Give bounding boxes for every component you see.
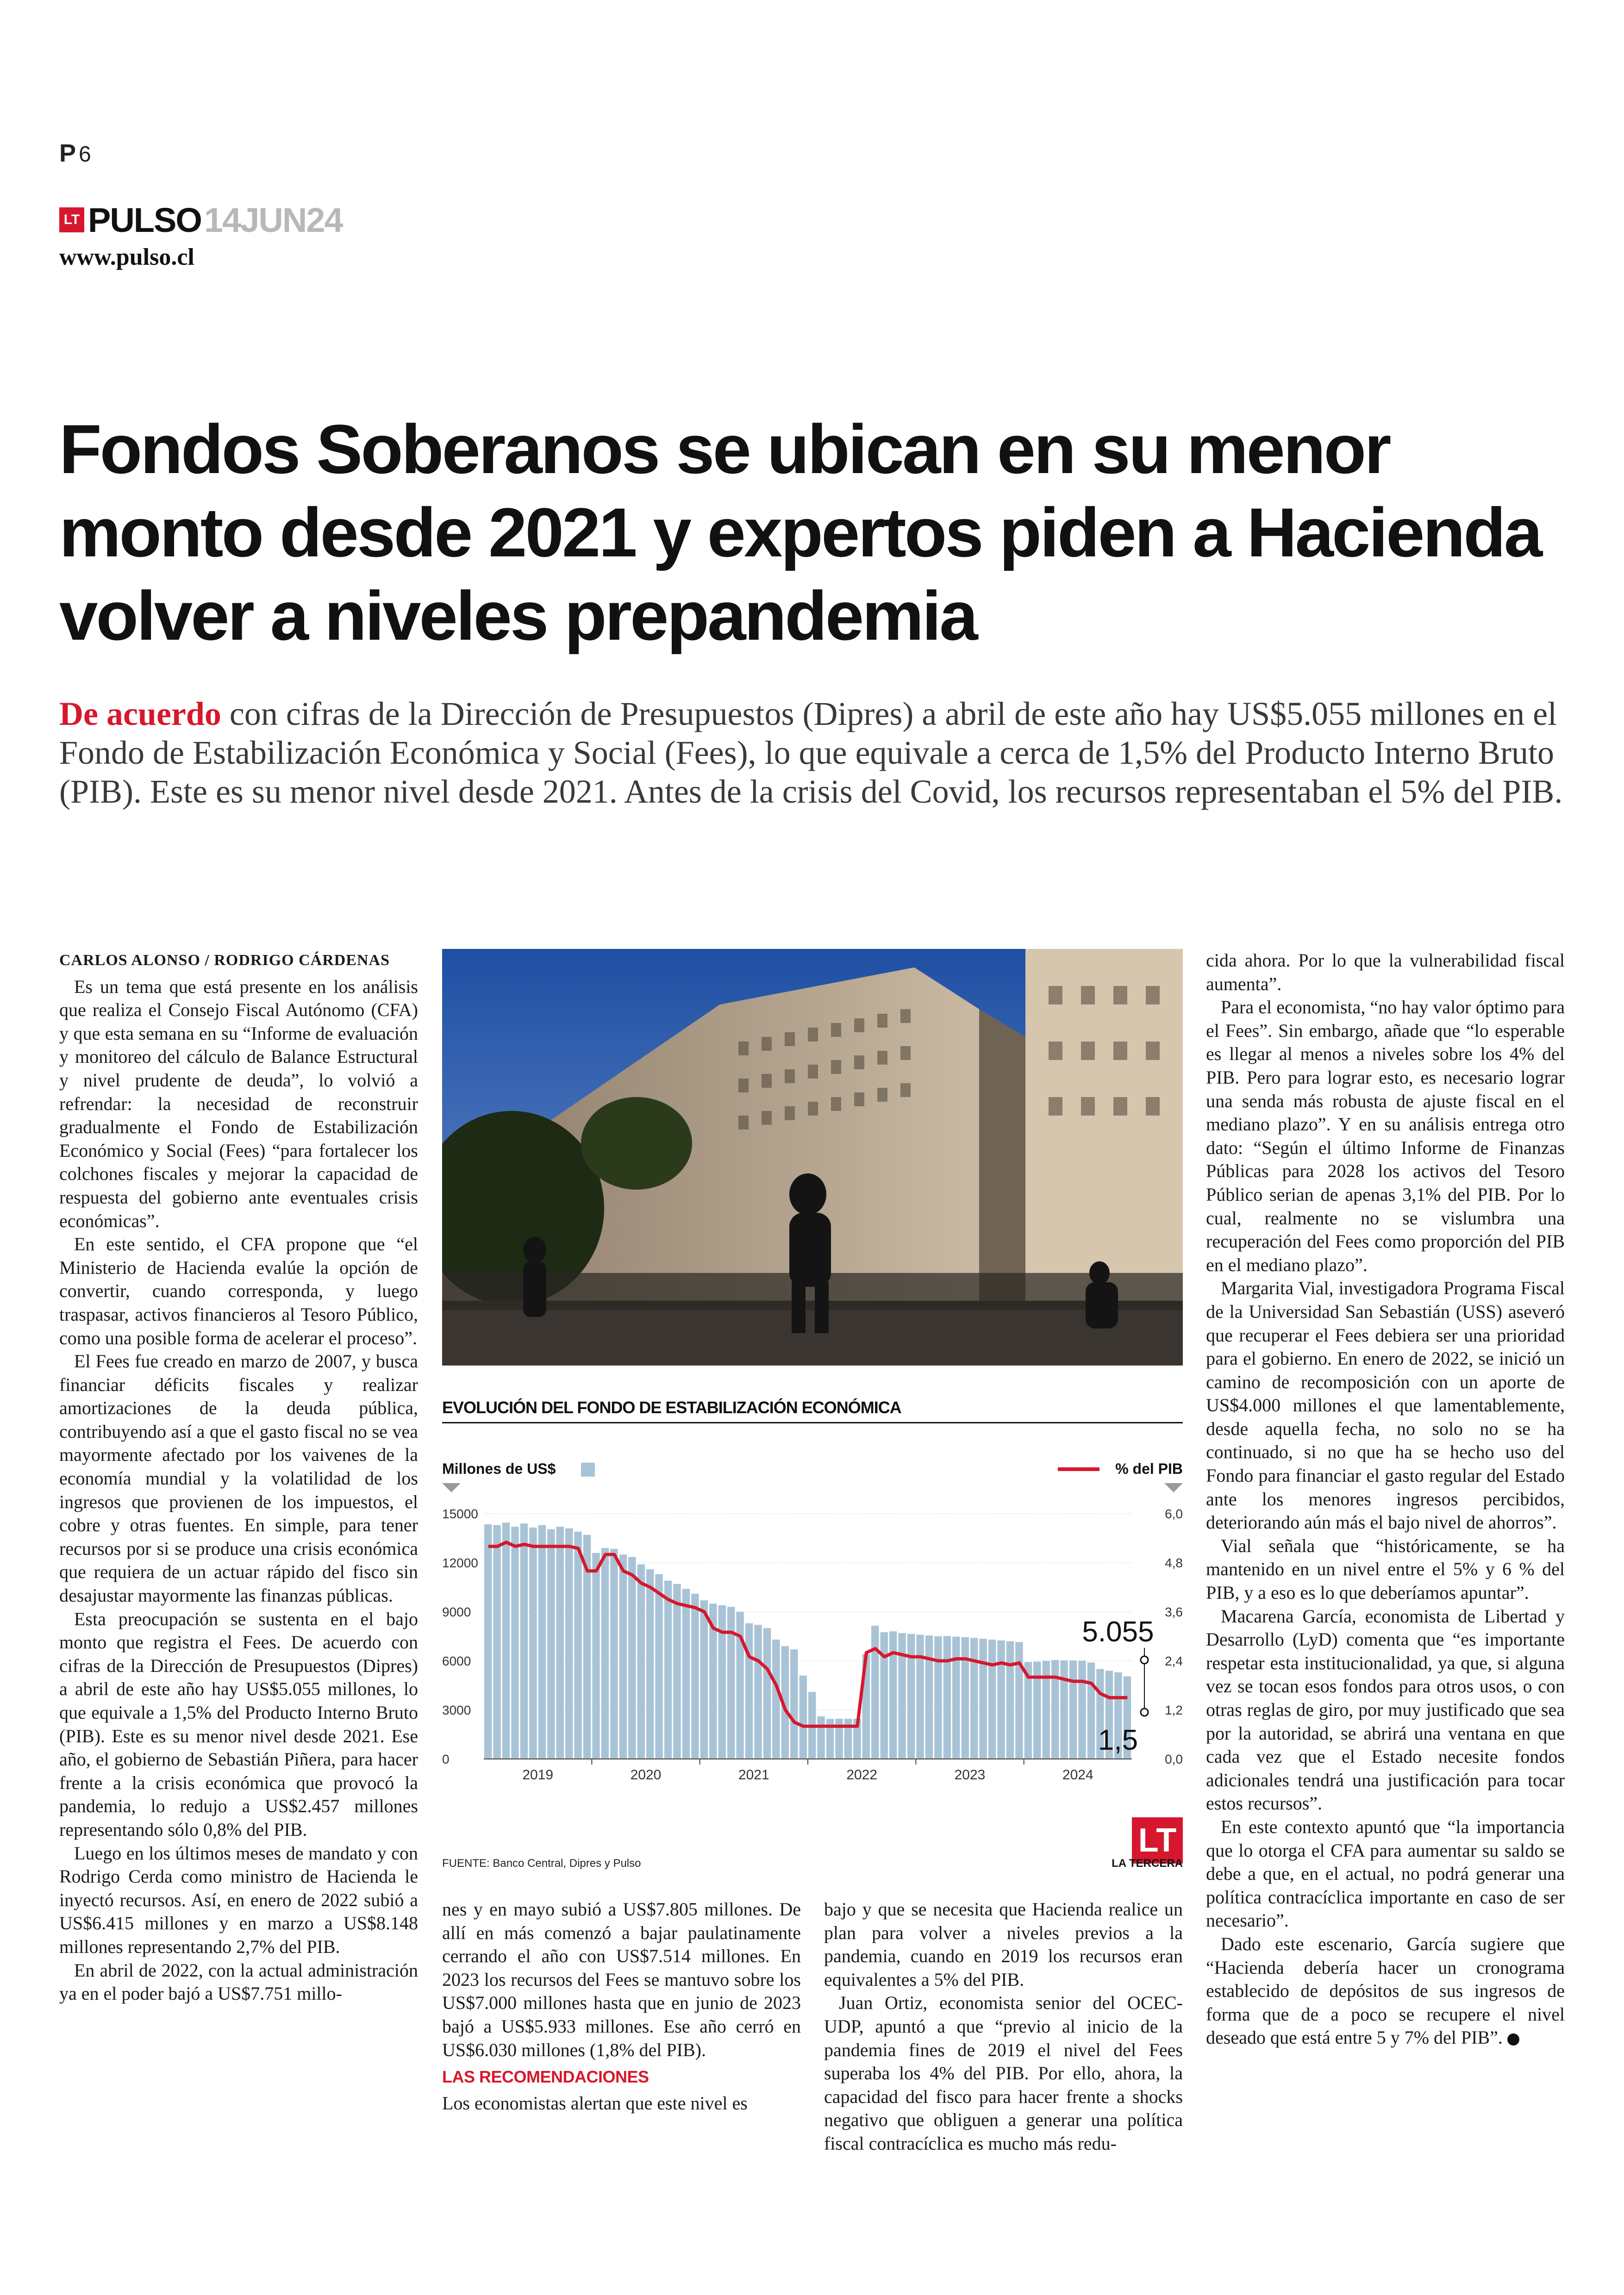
chart-bar (1078, 1661, 1086, 1759)
left-tick-label: 15000 (442, 1507, 478, 1521)
chart-bar (979, 1639, 987, 1759)
chart-bar (943, 1636, 951, 1759)
masthead (59, 200, 343, 240)
chart-bar (1087, 1663, 1095, 1759)
annotation-latest-pct: 1,5 (1098, 1724, 1138, 1756)
paragraph: Luego en los últimos meses de mandato y con Rodrigo Cerda como ministro de Hacienda le inyectó recursos. Así, en enero de 2022 subió a US$6.415 millones y en marzo a US$8.148 millones representando 2,7% del PIB. (59, 1842, 418, 1957)
chart-bar (1006, 1641, 1014, 1759)
right-tick-label: 1,2 (1165, 1703, 1183, 1717)
chart-bar (800, 1676, 807, 1759)
chart-bar (574, 1532, 581, 1759)
chart-bar (619, 1554, 627, 1759)
paragraph: Los economistas alertan que este nivel es (442, 2092, 748, 2114)
chart-bar (538, 1525, 546, 1759)
la-tercera-logo: LT (1132, 1817, 1183, 1864)
x-tick-label: 2020 (630, 1767, 662, 1783)
annotation-line-dot (1141, 1709, 1148, 1716)
x-tick-label: 2019 (522, 1767, 554, 1783)
chart-bar (511, 1527, 518, 1759)
chart-bar (871, 1626, 879, 1759)
chart-bar (988, 1640, 996, 1759)
lede-lead-word: De acuerdo (59, 695, 221, 732)
chart-bar (565, 1528, 573, 1759)
headline: Fondos Soberanos se ubican en su menor monto desde 2021 y expertos piden a Hacienda volver a niveles prepandemia (59, 410, 1541, 655)
chart-plot (442, 1435, 1183, 1852)
paragraph: Macarena García, economista de Libertad y Desarrollo (LyD) comenta que “es importante respetar esta institucionalidad, ya que, si alguna vez se tocan esos fondos para otros usos, o con otras reglas de giro, por muy justificado que sea por la autoridad, se abrirá una ventana en que cada vez que el Estado necesite fondos adicionales tendrá una justificación para tocar estos recursos”. (1206, 1605, 1565, 1814)
right-tick-label: 6,0 (1165, 1507, 1183, 1521)
left-axis-label: Millones de US$ (442, 1460, 556, 1477)
chart-bar (916, 1635, 924, 1759)
paragraph: Para el economista, “no hay valor óptimo para el Fees”. Sin embargo, añade que “lo esperable es llegar al menos a niveles sobre los 4% del PIB. Pero para lograr esto, es necesario lograr una senda más robusta de ajuste fiscal en el mediano plazo”. Y en su análisis entrega otro dato: “Según el último Informe de Finanzas Públicas para 2028 los activos del Tesoro Público serian de apenas 3,1% del PIB. Por lo cual, realmente no se vislumbra una recuperación del Fees como proporción del PIB en el mediano plazo”. (1206, 997, 1565, 1275)
annotation-bar-dot (1141, 1656, 1148, 1664)
page-number-value: 6 (79, 142, 91, 167)
chart-bar (817, 1716, 824, 1759)
chart-bar (934, 1636, 942, 1759)
chart-source: FUENTE: Banco Central, Dipres y Pulso (442, 1857, 641, 1870)
byline: CARLOS ALONSO / RODRIGO CÁRDENAS (59, 952, 390, 969)
left-tick-label: 9000 (442, 1605, 471, 1619)
paragraph: En este contexto apuntó que “la importancia que lo otorga el CFA para aumentar su saldo se debe a que, en el actual, no podrá generar una política contracíclica importante en caso de ser necesario”. (1206, 1816, 1565, 1931)
photo-hacienda-building (442, 949, 1183, 1366)
chart-credit: LA TERCERA (1112, 1857, 1183, 1870)
article-photo (442, 949, 1183, 1366)
paragraph: Margarita Vial, investigadora Programa Fiscal de la Universidad San Sebastián (USS) aseveró que recuperar el Fees debiera ser una prioridad para el gobierno. En enero de 2022, se inició un camino de recomposición con un aporte de US$4.000 millones el que lamentablemente, desde aquella fecha, no solo no se ha continuado, si no que ha se hecho uso del Fondo para financiar el gasto regular del Estado ante los menores ingresos percibidos, deteriorando aún más el bajo nivel de ahorros”. (1206, 1278, 1565, 1533)
section-name: PULSO (88, 200, 201, 239)
last-paragraph-text: Dado este escenario, García sugiere que “Hacienda debería hacer un cronograma establecido de depósitos de sus ingresos de forma que de a poco se recupere el nivel deseado que está entre 5 y 7% del PIB”. (1206, 1933, 1565, 2048)
end-mark-icon: P (1507, 2033, 1519, 2046)
chart-bar (484, 1524, 492, 1759)
chart-bar (962, 1637, 969, 1759)
article-column-2 (442, 1898, 801, 2115)
chart-bar (881, 1632, 888, 1759)
chart-bar (547, 1529, 555, 1759)
paragraph: nes y en mayo subió a US$7.805 millones. De allí en más comenzó a bajar paulatinamente cerrando el año con US$7.514 millones. En 2023 los recursos del Fees se mantuvo sobre los US$7.000 millones hasta que en junio de 2023 bajó a US$5.933 millones. Ese año cerró en US$6.030 millones (1,8% del PIB). (442, 1899, 801, 2060)
chart-bar (682, 1589, 690, 1759)
chart-bar (727, 1607, 735, 1759)
paragraph (1206, 1933, 1565, 2050)
chart-bar (889, 1631, 897, 1759)
lede (59, 694, 1568, 811)
article-column-4 (1206, 949, 1565, 2050)
chart-title-rule (442, 1422, 1183, 1423)
page-number (59, 139, 91, 168)
chart-title: EVOLUCIÓN DEL FONDO DE ESTABILIZACIÓN ECONÓMICA (442, 1398, 901, 1417)
masthead-logo: LT (59, 207, 84, 232)
chart-bar (556, 1527, 564, 1759)
lede-text: con cifras de la Dirección de Presupuestos (Dipres) a abril de este año hay US$5.055 millones en el Fondo de Estabilización Económica y Social (Fees), lo que equivale a cerca de 1,5% del Producto Interno Bruto (PIB). Este es su menor nivel desde 2021. Antes de la crisis del Covid, los recursos representaban el 5% del PIB. (59, 695, 1563, 810)
chart-bar (529, 1528, 537, 1759)
chart-bar (601, 1548, 609, 1759)
paragraph: Esta preocupación se sustenta en el bajo monto que registra el Fees. De acuerdo con cifras de la Dirección de Presupuestos (Dipres) a abril de este año hay US$5.055 millones, lo que equivale a 1,5% del Producto Interno Bruto (PIB). Este es su menor nivel desde 2021. Ese año, el gobierno de Sebastián Piñera, para hacer frente a la crisis económica que provocó la pandemia, lo redujo a US$2.457 millones representando sólo 0,8% del PIB. (59, 1608, 418, 1840)
chart-bar (997, 1640, 1005, 1759)
chart-bar (745, 1623, 753, 1759)
left-tick-label: 12000 (442, 1556, 478, 1570)
chart-bar (907, 1634, 915, 1759)
chart-bar (772, 1640, 780, 1759)
article-column-1 (59, 949, 418, 2006)
paragraph: El Fees fue creado en marzo de 2007, y busca financiar déficits fiscales y realizar amortizaciones de la deuda pública, contribuyendo así a que el gasto fiscal no se vea mayormente afectado por los vaivenes de la economía mundial y la volatilidad de los ingresos que provienen de los impuestos, el cobre y otras fuentes. En simple, para tener recursos por si se produce una crisis económica que requiera de un actuar rápido del fisco sin desajustar mayormente las finanzas públicas. (59, 1351, 418, 1606)
chart-bar (952, 1637, 960, 1759)
x-tick-label: 2023 (954, 1767, 986, 1783)
paragraph: Es un tema que está presente en los análisis que realiza el Consejo Fiscal Autónomo (CFA) y que esta semana en su “Informe de evaluación y monitoreo del cálculo de Balance Estructural y nivel prudente de deuda”, lo volvió a refrendar: la necesidad de reconstruir gradualmente el Fondo de Estabilización Económico y Social (Fees) “para fortalecer los colchones fiscales y mejorar la capacidad de respuesta del gobierno ante eventuales crisis económicas”. (59, 976, 418, 1231)
chart-bar (691, 1594, 699, 1759)
subhead: LAS RECOMENDACIONES (442, 2067, 649, 2087)
right-axis-label: % del PIB (1115, 1460, 1183, 1477)
chart-bar (763, 1628, 771, 1759)
left-tick-label: 6000 (442, 1654, 471, 1668)
chart-bar (673, 1584, 681, 1759)
right-tick-label: 2,4 (1165, 1654, 1183, 1668)
chart-bar (754, 1625, 762, 1759)
paragraph: En este sentido, el CFA propone que “el Ministerio de Hacienda evalúe la opción de convertir, cuando corresponda, y luego traspasar, activos financieros al Tesoro Público, como una posible forma de acelerar el proceso”. (59, 1234, 418, 1348)
page-number-prefix: P (59, 139, 76, 167)
chart-bar (925, 1635, 933, 1759)
chart-bar (493, 1525, 500, 1759)
right-tick-label: 3,6 (1165, 1605, 1183, 1619)
chart-bar (628, 1557, 636, 1759)
x-tick-label: 2024 (1062, 1767, 1093, 1783)
chart-bar (592, 1553, 600, 1759)
chart-bar (790, 1649, 798, 1759)
fees-chart (442, 1398, 1183, 1875)
chart-bar (637, 1565, 645, 1759)
chart-bar (664, 1581, 672, 1759)
paragraph: Juan Ortiz, economista senior del OCEC-UDP, apuntó a que “previo al inicio de la pandemia fines de 2019 el nivel del Fees superaba los 4% del PIB. Por ello, ahora, la capacidad del fisco para hacer frente a shocks negativo que obliguen a generar una política fiscal contracíclica es mucho más redu- (824, 1992, 1183, 2154)
chart-bar (1051, 1660, 1059, 1759)
left-tick-label: 0 (442, 1752, 450, 1766)
paragraph: Vial señala que “históricamente, se ha mantenido en un nivel entre el 5% y 6 % del PIB, y a eso es lo que deberíamos apuntar”. (1206, 1535, 1565, 1603)
paragraph: En abril de 2022, con la actual administración ya en el poder bajó a US$7.751 millo- (59, 1959, 418, 2004)
chart-bar (898, 1633, 906, 1759)
chart-bar (718, 1605, 726, 1759)
chart-bar (1015, 1642, 1023, 1759)
issue-date: 14JUN24 (204, 200, 343, 239)
paragraph: cida ahora. Por lo que la vulnerabilidad fiscal aumenta”. (1206, 950, 1565, 994)
website-link[interactable]: www.pulso.cl (59, 244, 194, 270)
x-tick-label: 2021 (738, 1767, 769, 1783)
article-column-3 (824, 1898, 1183, 2156)
right-tick-label: 4,8 (1165, 1556, 1183, 1570)
annotation-latest-value: 5.055 (1082, 1616, 1154, 1648)
right-tick-label: 0,0 (1165, 1752, 1183, 1766)
paragraph: bajo y que se necesita que Hacienda realice un plan para volver a niveles previos a la pandemia, cuando en 2019 los recursos eran equivalentes a 5% del PIB. (824, 1899, 1183, 1990)
chart-bar (1069, 1660, 1077, 1759)
chart-bar (1060, 1660, 1068, 1759)
legend-bar-swatch (581, 1463, 595, 1477)
chart-bar (502, 1522, 510, 1759)
chart-bar (700, 1600, 708, 1759)
left-tick-label: 3000 (442, 1703, 471, 1717)
last-paragraph-wrap (1206, 1933, 1565, 2048)
x-tick-label: 2022 (846, 1767, 878, 1783)
left-axis-marker (442, 1483, 461, 1492)
chart-bar (655, 1574, 662, 1759)
chart-bar (520, 1523, 528, 1759)
chart-bar (646, 1569, 654, 1759)
chart-bar (970, 1638, 978, 1759)
chart-bar (610, 1549, 618, 1759)
right-axis-marker (1164, 1483, 1183, 1492)
